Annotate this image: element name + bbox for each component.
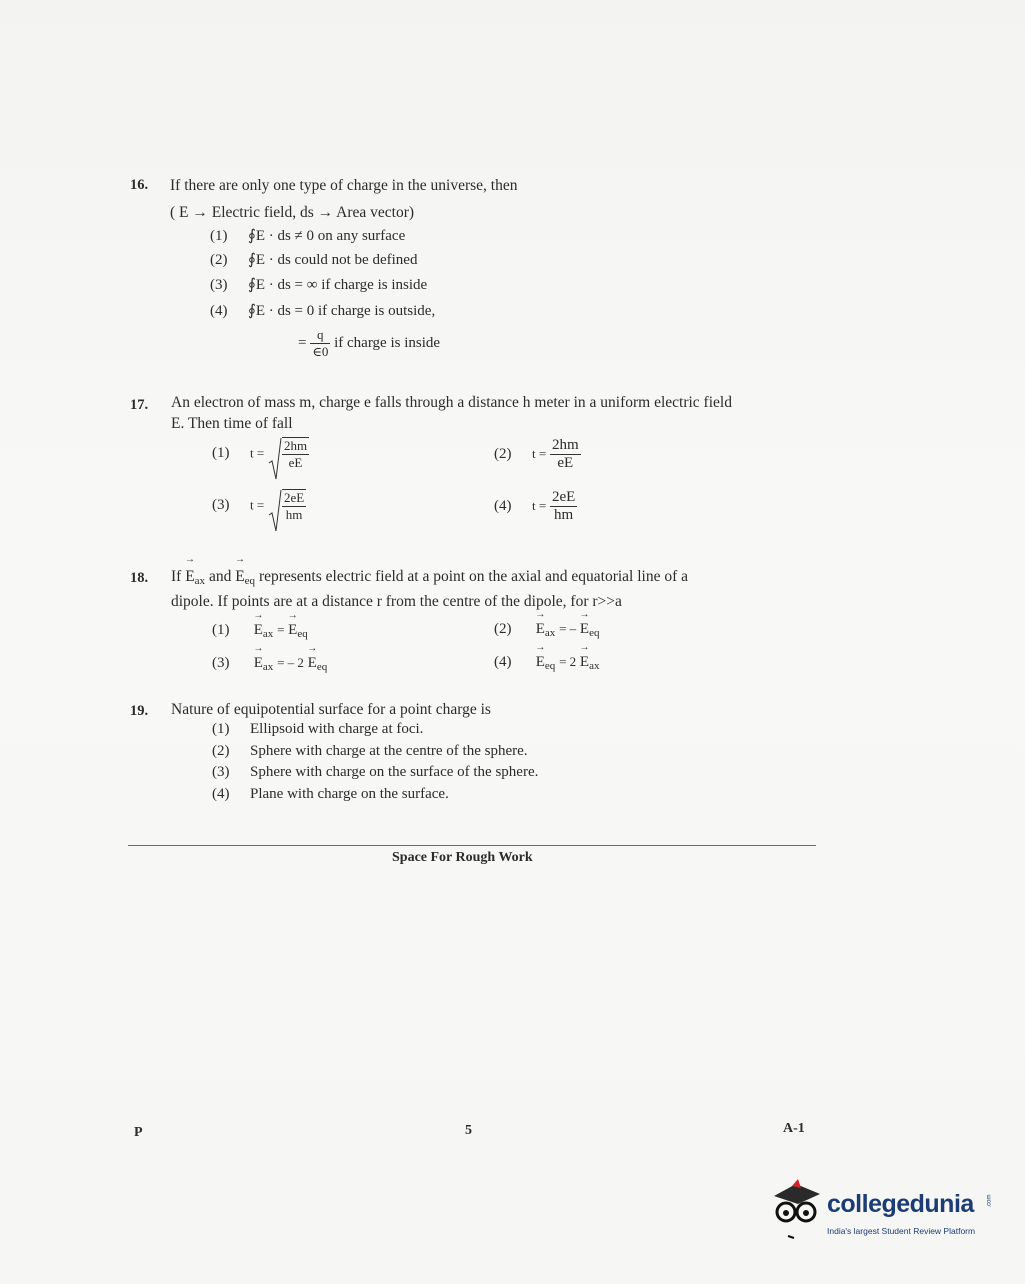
q16-option-2 <box>210 250 417 269</box>
q18-opt1-e1: → E <box>254 622 263 639</box>
q17-option-3-sqrt <box>268 489 306 523</box>
q18-sub-eq: eq <box>244 575 256 587</box>
q19-option-1-text: Ellipsoid with charge at foci. <box>250 721 424 737</box>
q18-opt1-rel: = <box>277 622 285 637</box>
q17-option-3-den-val: hm <box>285 507 303 522</box>
q17-option-1-sqrt <box>268 437 309 471</box>
q17-option-4 <box>494 489 577 524</box>
q19-option-2-text: Sphere with charge at the centre of the sphere. <box>250 743 528 759</box>
q16-option-1 <box>210 226 405 245</box>
q18-text-mid: and <box>208 568 232 585</box>
q17-option-2-num-val: 2hm <box>551 437 579 453</box>
q16-option-2-text: ∮E · ds could not be defined <box>248 252 418 268</box>
booklet-code: A-1 <box>783 1121 805 1136</box>
logo-domain: .com <box>986 1194 993 1208</box>
q18-option-1-num: (1) <box>212 622 230 638</box>
q18-opt4-e2: → E <box>580 654 589 671</box>
q18-option-1 <box>212 622 308 640</box>
q18-opt3-sub1: ax <box>262 661 274 673</box>
q17-option-1-num-val: 2hm <box>283 438 308 453</box>
question-16-text: If there are only one type of charge in the universe, then <box>170 177 518 194</box>
q18-text-pre: If <box>171 568 182 585</box>
q17-option-2-lhs: t = <box>532 445 547 461</box>
q18-e-vector-ax: → E <box>185 566 194 587</box>
q17-option-3-lhs: t = <box>250 497 265 513</box>
question-16-number: 16. <box>130 177 149 193</box>
q18-opt3-e1: → E <box>254 655 263 672</box>
q19-option-3 <box>212 764 538 781</box>
collegedunia-logo <box>768 1176 998 1248</box>
q18-opt3-rel: = – 2 <box>277 655 304 670</box>
question-17-number: 17. <box>130 397 149 413</box>
q16-option-3 <box>210 275 427 294</box>
question-19-number: 19. <box>130 703 149 719</box>
q18-option-2-num: (2) <box>494 621 512 637</box>
q18-option-4 <box>494 654 599 672</box>
q16-option-2-num: (2) <box>210 252 228 268</box>
q17-option-3-num: (3) <box>212 497 230 514</box>
q18-option-3-num: (3) <box>212 655 230 671</box>
radical-icon <box>268 489 282 533</box>
question-18-text <box>171 566 688 592</box>
question-19-text: Nature of equipotential surface for a point charge is <box>171 701 491 718</box>
q18-option-2 <box>494 621 599 639</box>
q17-option-1-den-val: eE <box>288 455 303 470</box>
q16-option-1-text: ∮E · ds ≠ 0 on any surface <box>248 228 406 244</box>
q17-option-2-den-val: eE <box>557 455 574 471</box>
q16-option-4 <box>210 301 435 320</box>
q19-option-3-text: Sphere with charge on the surface of the sphere. <box>250 764 539 780</box>
q17-option-1-num: (1) <box>212 445 230 462</box>
paper-code-left: P <box>134 1125 143 1140</box>
q17-option-4-fraction <box>550 489 577 524</box>
radical-icon <box>268 437 282 481</box>
question-18-number: 18. <box>130 570 149 586</box>
q17-option-4-lhs: t = <box>532 497 547 513</box>
question-16-note-text: ( E → Electric field, ds → Area vector) <box>170 204 415 221</box>
q19-option-4-num: (4) <box>212 786 230 802</box>
q17-option-3-num-val: 2eE <box>283 490 305 505</box>
q16-option-4-num: (4) <box>210 303 228 319</box>
q19-option-2-num: (2) <box>212 743 230 759</box>
q18-sub-ax: ax <box>194 575 206 587</box>
q16-option-4-continuation: = $\frac{q}{\in 0}$ if charge is inside <box>298 327 441 359</box>
q18-opt3-e2: → E <box>308 655 317 672</box>
rough-work-label: Space For Rough Work <box>392 850 533 865</box>
q17-option-2-fraction <box>550 437 581 472</box>
q18-option-4-num: (4) <box>494 654 512 670</box>
q17-option-4-num: (4) <box>494 497 512 514</box>
q18-opt1-sub2: eq <box>297 628 308 640</box>
q18-opt2-e2: → E <box>580 621 589 638</box>
q19-option-2 <box>212 743 528 760</box>
q18-opt1-sub1: ax <box>262 628 274 640</box>
q19-option-4 <box>212 786 449 803</box>
q18-opt2-sub2: eq <box>589 627 600 639</box>
logo-wordmark: collegedunia <box>827 1190 974 1218</box>
q18-opt4-sub1: eq <box>544 660 556 672</box>
q16-option-3-text: ∮E · ds = ∞ if charge is inside <box>248 277 428 293</box>
q19-option-1-num: (1) <box>212 721 230 737</box>
q18-opt2-sub1: ax <box>544 627 556 639</box>
question-18-text-2: dipole. If points are at a distance r from the centre of the dipole, for r>>a <box>171 593 622 610</box>
q17-option-2-num: (2) <box>494 445 512 462</box>
q18-option-3 <box>212 655 327 673</box>
q16-option-4b-text: if charge is inside <box>334 334 441 351</box>
q16-option-1-num: (1) <box>210 228 228 244</box>
q18-text-post: represents electric field at a point on the axial and equatorial line of a <box>258 568 689 585</box>
q18-e-vector-eq: → E <box>235 566 244 587</box>
q18-opt2-e1: → E <box>536 621 545 638</box>
q16-option-3-num: (3) <box>210 277 228 293</box>
q16-fraction-num: q <box>310 327 330 344</box>
q18-opt1-e2: → E <box>288 622 297 639</box>
question-17-text: An electron of mass m, charge e falls through a distance h meter in a uniform electric field <box>171 394 732 411</box>
q19-option-1 <box>212 721 423 738</box>
q18-opt3-sub2: eq <box>316 661 328 673</box>
question-16-note <box>170 202 414 223</box>
q17-option-4-num-val: 2eE <box>551 489 576 505</box>
q16-option-4-text: ∮E · ds = 0 if charge is outside, <box>248 303 436 319</box>
page-number: 5 <box>465 1123 472 1138</box>
q17-option-1 <box>212 437 309 471</box>
q18-opt4-sub2: ax <box>589 660 600 672</box>
logo-tagline: India's largest Student Review Platform <box>827 1226 976 1236</box>
q18-opt2-rel: = – <box>559 621 577 636</box>
mascot-icon <box>768 1176 826 1248</box>
q17-option-4-den-val: hm <box>554 507 574 523</box>
q18-opt4-e1: → E <box>536 654 545 671</box>
q16-fraction-den: ∈0 <box>312 344 329 359</box>
q19-option-3-num: (3) <box>212 764 230 780</box>
divider-line <box>128 845 816 846</box>
q17-option-2 <box>494 437 581 472</box>
q17-option-1-lhs: t = <box>250 445 265 461</box>
q19-option-4-text: Plane with charge on the surface. <box>250 786 449 802</box>
q17-option-3 <box>212 489 306 523</box>
q18-opt4-rel: = 2 <box>559 654 577 669</box>
q16-fraction <box>310 327 330 360</box>
question-17-text-2: E. Then time of fall <box>171 415 293 432</box>
